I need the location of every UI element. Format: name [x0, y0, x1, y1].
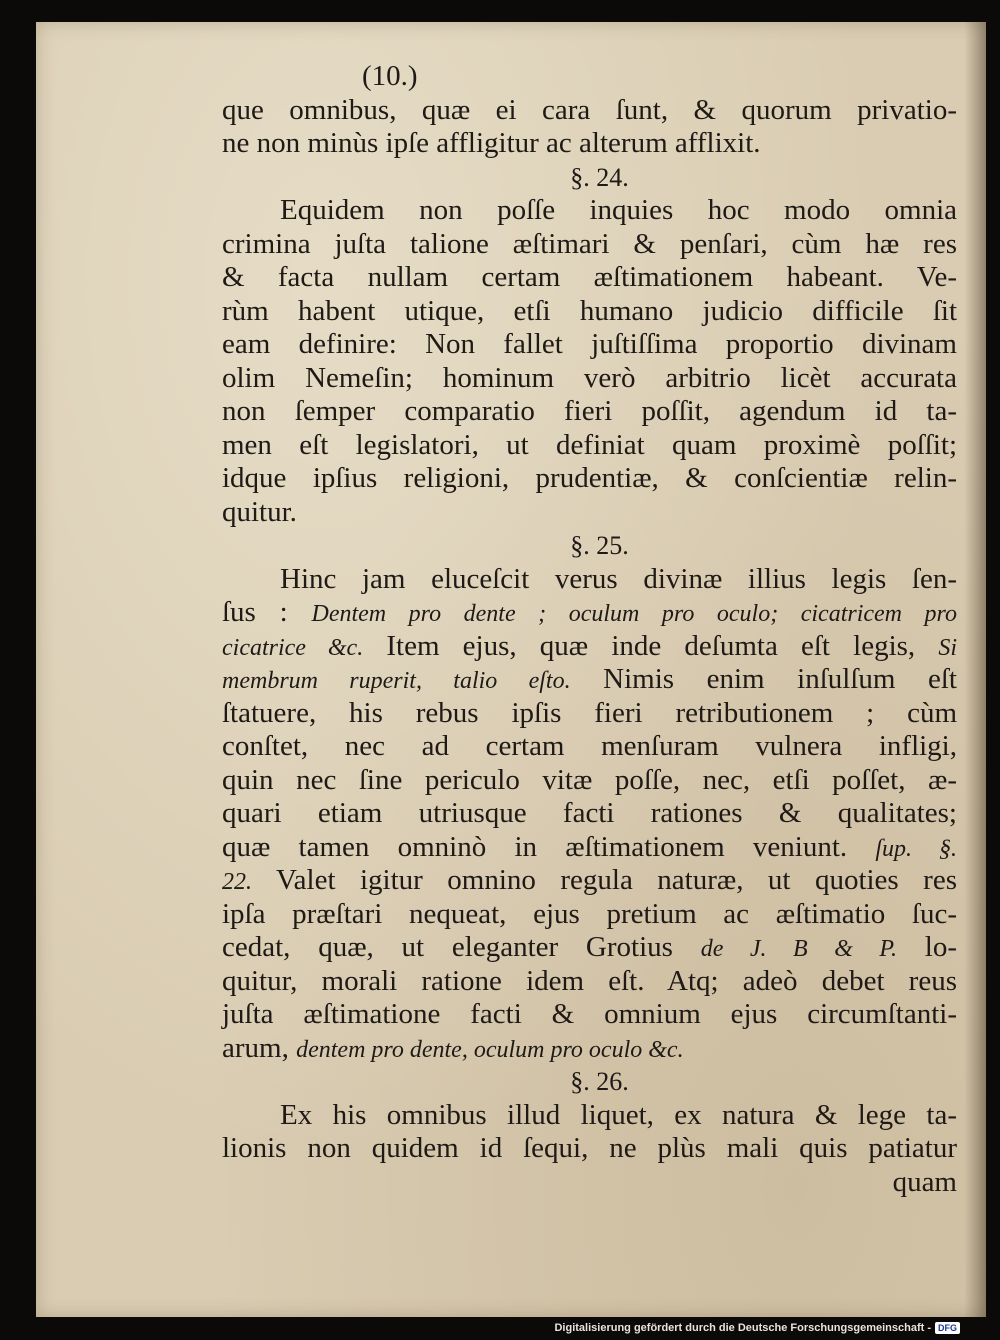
- text-line: [222, 295, 957, 329]
- text-run: que omnibus, quæ ei cara ſunt, & quorum privatio-: [222, 93, 957, 126]
- text-run: crimina juſta talione æſtimari & penſari, cùm hæ res: [222, 227, 957, 260]
- italic-run: cicatrice &c.: [222, 634, 364, 661]
- text-run: arum,: [222, 1031, 297, 1064]
- text-run: Nimis enim inſulſum eſt: [570, 663, 957, 695]
- italic-run: ſup. §.: [875, 835, 958, 862]
- text-line: [222, 864, 957, 898]
- text-run: Ex his omnibus illud liquet, ex natura & lege ta-: [280, 1098, 957, 1131]
- text-line: [222, 462, 957, 496]
- text-line: [222, 328, 957, 362]
- text-line: [222, 127, 957, 161]
- text-line: [222, 797, 957, 831]
- text-run: quari etiam utriusque facti rationes & qualitates;: [222, 797, 957, 829]
- text-line: [222, 898, 957, 932]
- text-run: §. 26.: [570, 1067, 629, 1096]
- text-run: non ſemper comparatio fieri poſſit, agendum id ta-: [222, 395, 957, 427]
- section-heading: [222, 1065, 957, 1099]
- text-run: Item ejus, quæ inde deſumta eſt legis,: [363, 629, 939, 662]
- text-run: §. 24.: [570, 162, 629, 192]
- section-heading: [222, 161, 957, 195]
- text-run: quæ tamen omninò in æſtimationem veniunt.: [222, 830, 876, 863]
- text-run: eam definire: Non fallet juſtiſſima proportio divinam: [222, 328, 957, 360]
- text-line: [222, 194, 957, 228]
- text-run: conſtet, nec ad certam menſuram vulnera infligi,: [222, 730, 957, 762]
- text-run: men eſt legislatori, ut definiat quam proximè poſſit;: [222, 428, 957, 461]
- italic-run: dentem pro dente, oculum pro oculo &c.: [296, 1036, 684, 1063]
- italic-run: de J. B & P.: [700, 936, 897, 962]
- text-run: §. 25.: [570, 531, 629, 560]
- text-run: ne non minùs ipſe affligitur ac alterum afflixit.: [222, 127, 761, 159]
- text-run: juſta æſtimatione facti & omnium ejus circumſtanti-: [222, 998, 957, 1030]
- text-run: Valet igitur omnino regula naturæ, ut quoties res: [252, 864, 957, 896]
- text-run: ſus :: [222, 596, 312, 628]
- text-run: Hinc jam eluceſcit verus divinæ illius legis ſen-: [280, 562, 957, 595]
- footer-credit: Digitalisierung gefördert durch die Deutsche Forschungsgemeinschaft -: [554, 1322, 931, 1334]
- text-line: [222, 831, 957, 865]
- page-number: (10.): [362, 60, 418, 92]
- text-run: ſtatuere, his rebus ipſis fieri retributionem ; cùm: [222, 696, 957, 729]
- text-run: Equidem non poſſe inquies hoc modo omnia: [280, 194, 957, 226]
- text-line: [222, 362, 957, 396]
- text-line: [222, 663, 957, 697]
- text-line: [222, 998, 957, 1032]
- text-line: [222, 261, 957, 295]
- text-run: quin nec ſine periculo vitæ poſſe, nec, etſi poſſet, æ-: [222, 763, 957, 796]
- text-line: [222, 764, 957, 798]
- text-line: [222, 596, 957, 630]
- italic-run: Dentem pro dente ; oculum pro oculo; cicatricem pro: [311, 601, 957, 627]
- section-heading: [222, 529, 957, 563]
- text-run: lo-: [897, 931, 957, 963]
- dfg-logo-icon: DFG: [935, 1322, 960, 1334]
- italic-run: membrum ruperit, talio eſto.: [222, 668, 571, 694]
- text-line: [222, 1099, 957, 1133]
- text-run: ipſa præſtari nequeat, ejus pretium ac æſtimatio ſuc-: [222, 897, 957, 930]
- italic-run: 22.: [222, 869, 252, 895]
- text-line: [222, 228, 957, 262]
- text-line: [222, 730, 957, 764]
- text-run: idque ipſius religioni, prudentiæ, & conſcientiæ relin-: [222, 462, 957, 494]
- text-line: [222, 931, 957, 965]
- text-line: [222, 630, 957, 664]
- text-line: [222, 429, 957, 463]
- text-run: & facta nullam certam æſtimationem habeant. Ve-: [222, 261, 957, 293]
- text-run: quam: [892, 1165, 957, 1198]
- text-run: quitur, morali ratione idem eſt. Atq; adeò debet reus: [222, 964, 957, 997]
- page-text-body: [222, 60, 957, 1199]
- text-line: [222, 1166, 957, 1200]
- text-run: cedat, quæ, ut eleganter Grotius: [222, 931, 701, 963]
- page-gutter-shadow: [964, 22, 986, 1317]
- text-line: [222, 563, 957, 597]
- text-run: quitur.: [222, 495, 297, 528]
- text-run: olim Nemeſin; hominum verò arbitrio licèt accurata: [222, 361, 957, 394]
- text-line: [222, 1032, 957, 1066]
- text-run: lionis non quidem id ſequi, ne plùs mali quis patiatur: [222, 1132, 957, 1164]
- text-line: [222, 1132, 957, 1166]
- text-line: [222, 94, 957, 128]
- text-line: [222, 395, 957, 429]
- italic-run: Si: [938, 634, 957, 661]
- text-line: [222, 965, 957, 999]
- text-line: [222, 697, 957, 731]
- text-run: rùm habent utique, etſi humano judicio difficile ſit: [222, 294, 957, 327]
- text-line: [222, 496, 957, 530]
- digitization-footer: [554, 1322, 960, 1334]
